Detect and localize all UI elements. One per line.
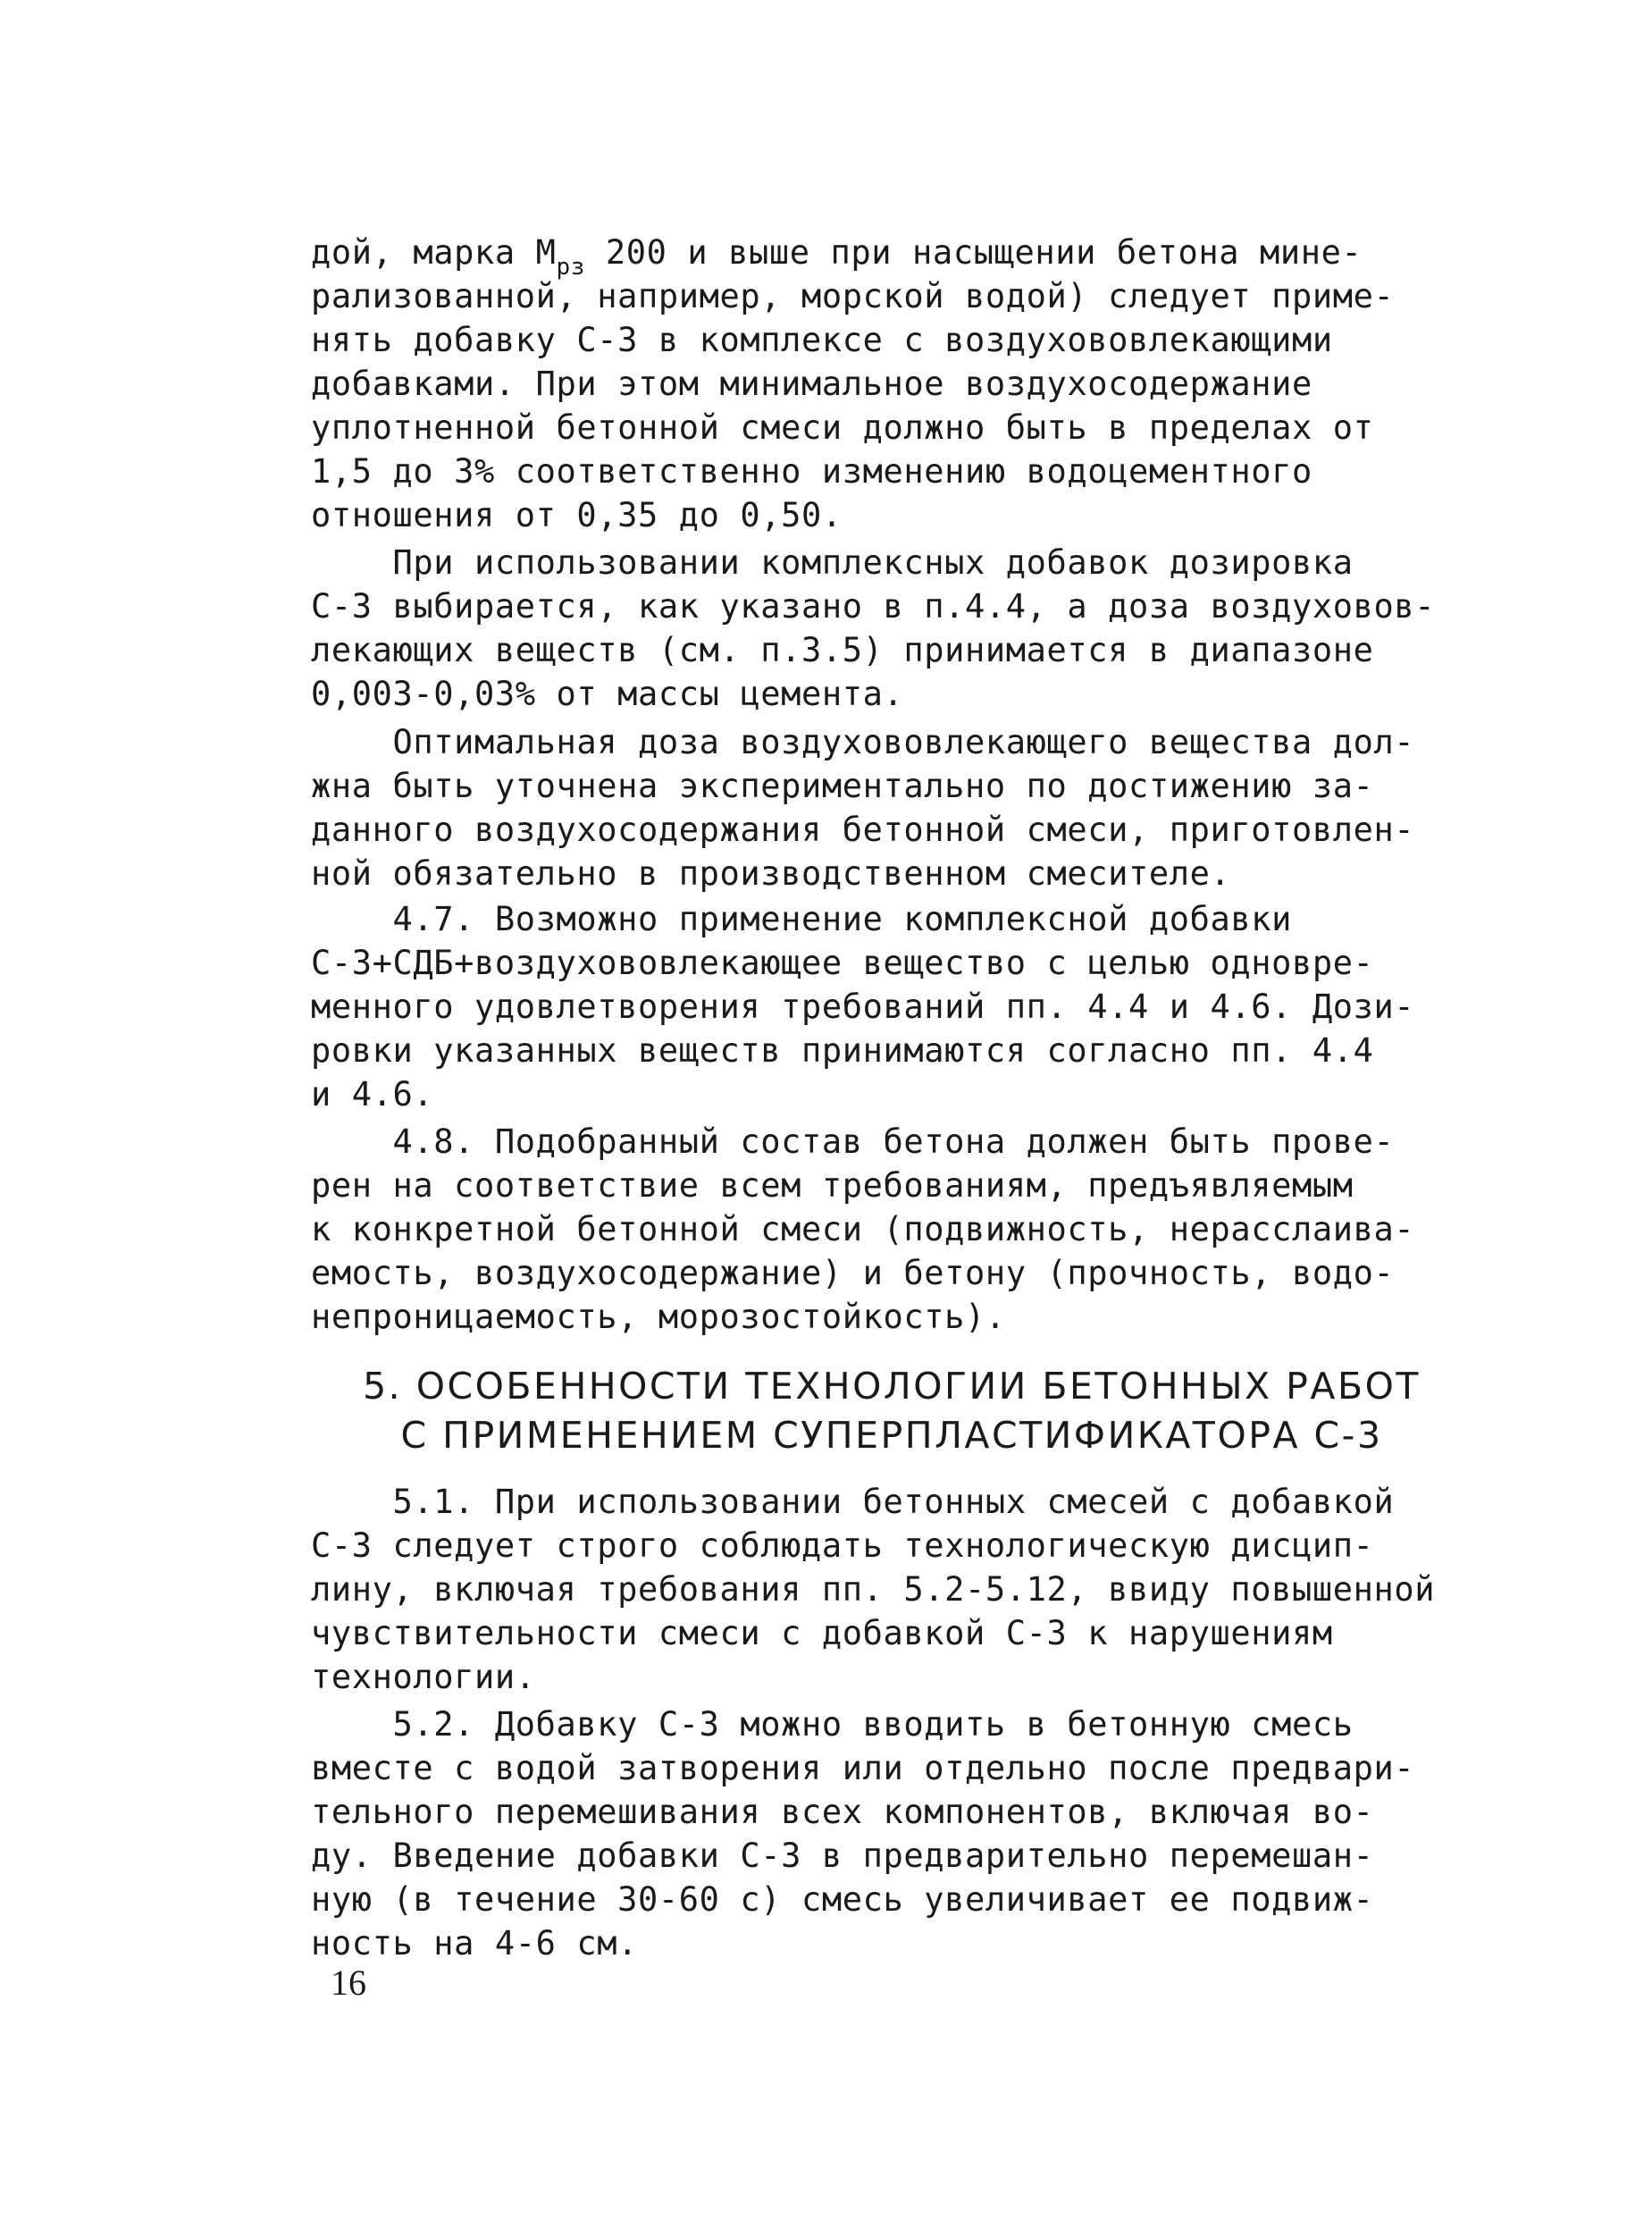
symbol-m: M bbox=[535, 233, 557, 272]
text-line: С-3 следует строго соблюдать технологическую дисцип- bbox=[311, 1526, 1374, 1565]
text-line: жна быть уточнена экспериментально по достижению за- bbox=[311, 767, 1374, 805]
text-line: 4.8. Подобранный состав бетона должен быть прове- bbox=[311, 1122, 1395, 1161]
text-line: С-3 выбирается, как указано в п.4.4, а доза воздуховов- bbox=[311, 587, 1436, 626]
text-line: тельного перемешивания всех компонентов, включая во- bbox=[311, 1793, 1374, 1831]
text-line: ной обязательно в производственном смесителе. bbox=[311, 854, 1231, 893]
page-number: 16 bbox=[331, 1963, 366, 2003]
text-line: непроницаемость, морозостойкость). bbox=[311, 1298, 1006, 1336]
text-line: 5.1. При использовании бетонных смесей с добавкой bbox=[311, 1483, 1395, 1521]
text-line: отношения от 0,35 до 0,50. bbox=[311, 496, 843, 534]
symbol-subscript: рз bbox=[556, 254, 586, 281]
text-line: к конкретной бетонной смеси (подвижность, нерасслаива- bbox=[311, 1210, 1415, 1248]
text-line: Оптимальная доза воздухововлекающего вещества дол- bbox=[311, 723, 1415, 761]
text-line: 4.7. Возможно применение комплексной добавки bbox=[311, 900, 1293, 938]
text-fragment: дой, марка bbox=[311, 233, 536, 272]
text-line: ную (в течение 30-60 с) смесь увеличивает ее подвиж- bbox=[311, 1880, 1374, 1919]
text-line: ду. Введение добавки С-3 в предварительно перемешан- bbox=[311, 1837, 1374, 1875]
text-line: добавками. При этом минимальное воздухосодержание bbox=[311, 365, 1312, 403]
text-line: уплотненной бетонной смеси должно быть в пределах от bbox=[311, 408, 1374, 447]
section-heading-line: 5. ОСОБЕННОСТИ ТЕХНОЛОГИИ БЕТОННЫХ РАБОТ bbox=[363, 1365, 1421, 1408]
text-line: вместе с водой затворения или отдельно после предвари- bbox=[311, 1749, 1415, 1787]
text-line: лину, включая требования пп. 5.2-5.12, ввиду повышенной bbox=[311, 1570, 1436, 1609]
text-line: нять добавку С-3 в комплексе с воздухововлекающими bbox=[311, 321, 1333, 359]
text-line: технологии. bbox=[311, 1658, 536, 1696]
text-line: 5.2. Добавку С-3 можно вводить в бетонную смесь bbox=[311, 1705, 1354, 1744]
text-line: С-3+СДБ+воздухововлекающее вещество с целью одновре- bbox=[311, 944, 1374, 982]
text-line: 1,5 до 3% соответственно изменению водоцементного bbox=[311, 452, 1312, 491]
text-line: ность на 4-6 см. bbox=[311, 1924, 639, 1963]
text-line bbox=[311, 231, 1472, 281]
text-line: данного воздухосодержания бетонной смеси, приготовлен- bbox=[311, 811, 1415, 849]
text-line: менного удовлетворения требований пп. 4.4 и 4.6. Дози- bbox=[311, 988, 1415, 1026]
text-line: лекающих веществ (см. п.3.5) принимается в диапазоне bbox=[311, 631, 1374, 669]
text-line: При использовании комплексных добавок дозировка bbox=[311, 543, 1354, 582]
text-line: емость, воздухосодержание) и бетону (прочность, водо- bbox=[311, 1254, 1395, 1292]
section-heading-line: С ПРИМЕНЕНИЕМ СУПЕРПЛАСТИФИКАТОРА С-3 bbox=[400, 1414, 1383, 1457]
text-line: ровки указанных веществ принимаются согласно пп. 4.4 bbox=[311, 1031, 1374, 1070]
text-line: рен на соответствие всем требованиям, предъявляемым bbox=[311, 1166, 1354, 1205]
text-line: рализованной, например, морской водой) следует приме- bbox=[311, 277, 1395, 315]
text-line: и 4.6. bbox=[311, 1075, 434, 1114]
text-fragment: 200 и выше при насыщении бетона мине- bbox=[585, 233, 1363, 272]
text-line: 0,003-0,03% от массы цемента. bbox=[311, 675, 904, 713]
text-line: чувствительности смеси с добавкой С-3 к нарушениям bbox=[311, 1614, 1333, 1652]
